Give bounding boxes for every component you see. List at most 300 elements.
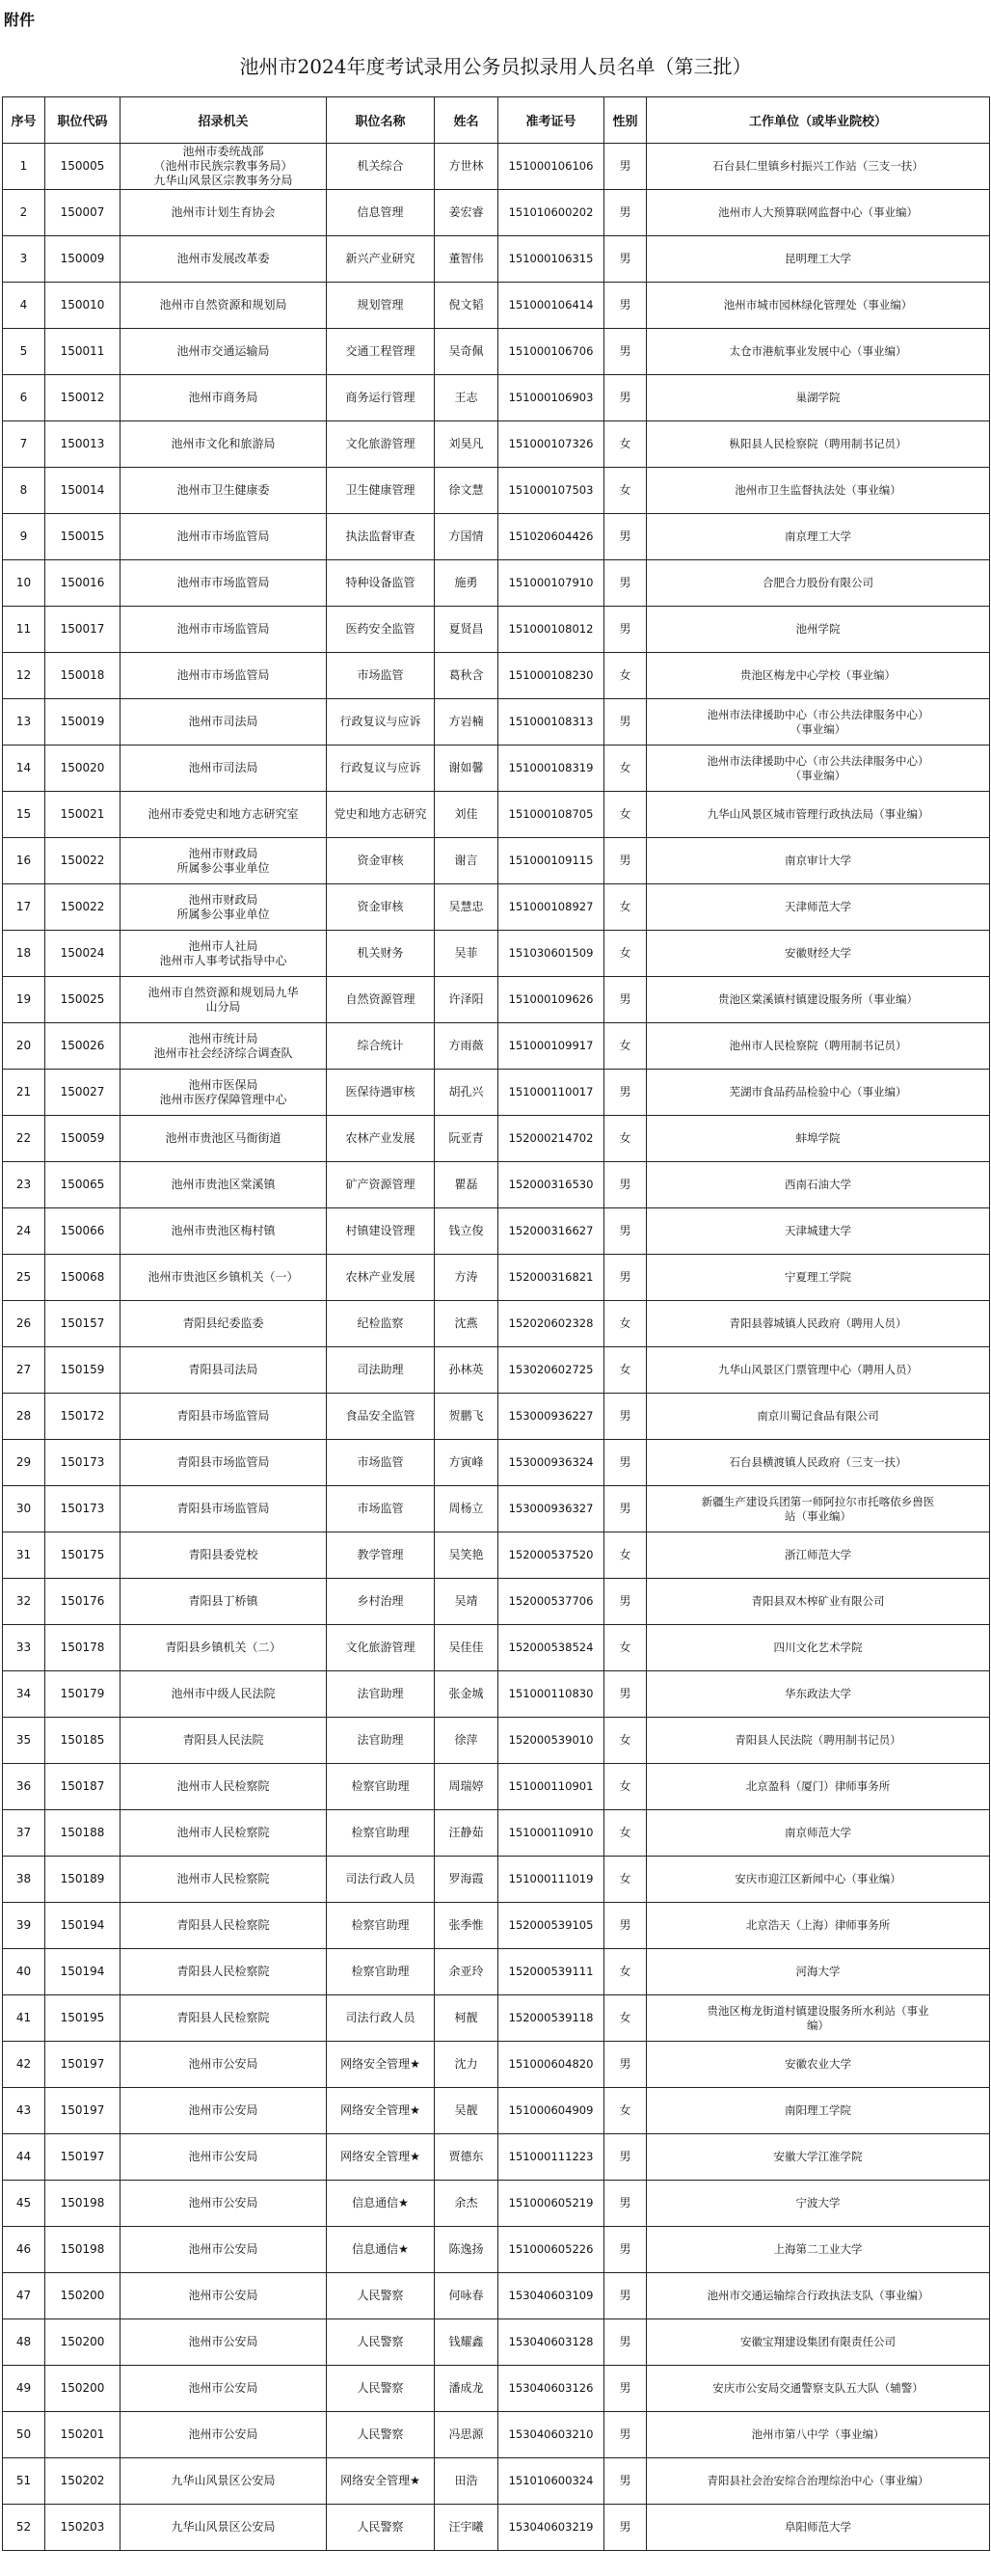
cell-position: 行政复议与应诉 bbox=[327, 746, 435, 792]
cell-code: 150027 bbox=[45, 1070, 121, 1116]
cell-gender: 男 bbox=[604, 1208, 647, 1255]
cell-no: 39 bbox=[3, 1903, 45, 1949]
cell-name: 瞿磊 bbox=[435, 1162, 498, 1208]
cell-unit: 安庆市公安局交通警察支队五大队（辅警） bbox=[647, 2366, 990, 2412]
cell-exam-id: 152000316530 bbox=[498, 1162, 604, 1208]
cell-org: 池州市司法局 bbox=[121, 746, 327, 792]
cell-no: 51 bbox=[3, 2458, 45, 2505]
cell-position: 法官助理 bbox=[327, 1671, 435, 1718]
cell-org: 池州市计划生育协会 bbox=[121, 190, 327, 236]
cell-position: 信息通信★ bbox=[327, 2181, 435, 2227]
cell-org: 池州市市场监管局 bbox=[121, 607, 327, 653]
cell-code: 150197 bbox=[45, 2042, 121, 2088]
table-row bbox=[3, 1718, 990, 1764]
cell-position: 乡村治理 bbox=[327, 1579, 435, 1625]
cell-no: 45 bbox=[3, 2181, 45, 2227]
cell-position: 资金审核 bbox=[327, 838, 435, 884]
cell-org: 池州市市场监管局 bbox=[121, 514, 327, 560]
cell-no: 17 bbox=[3, 884, 45, 931]
table-row bbox=[3, 2366, 990, 2412]
cell-unit: 石台县仁里镇乡村振兴工作站（三支一扶） bbox=[647, 144, 990, 190]
cell-exam-id: 152000539111 bbox=[498, 1949, 604, 1995]
cell-org: 池州市人民检察院 bbox=[121, 1857, 327, 1903]
table-row bbox=[3, 2458, 990, 2505]
cell-exam-id: 151000110910 bbox=[498, 1810, 604, 1857]
cell-position: 文化旅游管理 bbox=[327, 421, 435, 468]
cell-no: 50 bbox=[3, 2412, 45, 2458]
cell-org: 池州市贵池区梅村镇 bbox=[121, 1208, 327, 1255]
table-row bbox=[3, 884, 990, 931]
cell-gender: 男 bbox=[604, 2134, 647, 2181]
cell-code: 150188 bbox=[45, 1810, 121, 1857]
cell-exam-id: 152000214702 bbox=[498, 1116, 604, 1162]
table-row bbox=[3, 653, 990, 699]
cell-name: 方国情 bbox=[435, 514, 498, 560]
cell-unit: 池州市人民检察院（聘用制书记员） bbox=[647, 1023, 990, 1070]
cell-gender: 男 bbox=[604, 514, 647, 560]
cell-exam-id: 151000111019 bbox=[498, 1857, 604, 1903]
cell-exam-id: 153040603126 bbox=[498, 2366, 604, 2412]
cell-no: 33 bbox=[3, 1625, 45, 1671]
cell-unit: 西南石油大学 bbox=[647, 1162, 990, 1208]
cell-org: 池州市发展改革委 bbox=[121, 236, 327, 283]
cell-exam-id: 152000538524 bbox=[498, 1625, 604, 1671]
cell-gender: 男 bbox=[604, 977, 647, 1023]
cell-position: 市场监管 bbox=[327, 1440, 435, 1486]
table-row bbox=[3, 1532, 990, 1579]
cell-exam-id: 152000316627 bbox=[498, 1208, 604, 1255]
cell-org: 池州市自然资源和规划局九华 山分局 bbox=[121, 977, 327, 1023]
cell-exam-id: 151000605226 bbox=[498, 2227, 604, 2273]
cell-name: 谢如馨 bbox=[435, 746, 498, 792]
cell-no: 22 bbox=[3, 1116, 45, 1162]
cell-no: 29 bbox=[3, 1440, 45, 1486]
cell-name: 吴靖 bbox=[435, 1579, 498, 1625]
cell-unit: 池州市法律援助中心（市公共法律服务中心） （事业编） bbox=[647, 746, 990, 792]
cell-name: 陈逸扬 bbox=[435, 2227, 498, 2273]
table-row bbox=[3, 514, 990, 560]
cell-exam-id: 153040603219 bbox=[498, 2505, 604, 2551]
table-row bbox=[3, 2134, 990, 2181]
cell-org: 青阳县人民检察院 bbox=[121, 1903, 327, 1949]
cell-no: 41 bbox=[3, 1995, 45, 2042]
cell-gender: 男 bbox=[604, 2181, 647, 2227]
table-row bbox=[3, 1440, 990, 1486]
cell-position: 人民警察 bbox=[327, 2505, 435, 2551]
cell-no: 13 bbox=[3, 699, 45, 746]
cell-org: 池州市公安局 bbox=[121, 2319, 327, 2366]
cell-code: 150019 bbox=[45, 699, 121, 746]
cell-exam-id: 151000106106 bbox=[498, 144, 604, 190]
cell-position: 行政复议与应诉 bbox=[327, 699, 435, 746]
cell-no: 52 bbox=[3, 2505, 45, 2551]
cell-org: 池州市公安局 bbox=[121, 2412, 327, 2458]
cell-gender: 男 bbox=[604, 283, 647, 329]
table-row bbox=[3, 2319, 990, 2366]
cell-no: 34 bbox=[3, 1671, 45, 1718]
cell-code: 150194 bbox=[45, 1903, 121, 1949]
cell-name: 周瑞婷 bbox=[435, 1764, 498, 1810]
cell-name: 阮亚青 bbox=[435, 1116, 498, 1162]
cell-name: 方世林 bbox=[435, 144, 498, 190]
cell-gender: 男 bbox=[604, 1394, 647, 1440]
cell-position: 医保待遇审核 bbox=[327, 1070, 435, 1116]
cell-exam-id: 152000539105 bbox=[498, 1903, 604, 1949]
cell-exam-id: 151000110017 bbox=[498, 1070, 604, 1116]
cell-name: 方雨薇 bbox=[435, 1023, 498, 1070]
cell-unit: 九华山风景区门票管理中心（聘用人员） bbox=[647, 1347, 990, 1394]
cell-unit: 太仓市港航事业发展中心（事业编） bbox=[647, 329, 990, 375]
cell-unit: 四川文化艺术学院 bbox=[647, 1625, 990, 1671]
cell-name: 徐文慧 bbox=[435, 468, 498, 514]
cell-gender: 女 bbox=[604, 421, 647, 468]
cell-name: 钱耀鑫 bbox=[435, 2319, 498, 2366]
table-row bbox=[3, 1857, 990, 1903]
cell-exam-id: 151030601509 bbox=[498, 931, 604, 977]
cell-position: 农林产业发展 bbox=[327, 1116, 435, 1162]
table-row bbox=[3, 1995, 990, 2042]
header-no: 序号 bbox=[3, 97, 45, 144]
table-row bbox=[3, 977, 990, 1023]
cell-name: 潘成龙 bbox=[435, 2366, 498, 2412]
cell-exam-id: 153040603210 bbox=[498, 2412, 604, 2458]
cell-unit: 南京川蜀记食品有限公司 bbox=[647, 1394, 990, 1440]
cell-code: 150197 bbox=[45, 2134, 121, 2181]
cell-gender: 男 bbox=[604, 2412, 647, 2458]
cell-unit: 浙江师范大学 bbox=[647, 1532, 990, 1579]
cell-position: 网络安全管理★ bbox=[327, 2042, 435, 2088]
cell-no: 24 bbox=[3, 1208, 45, 1255]
cell-org: 池州市卫生健康委 bbox=[121, 468, 327, 514]
cell-gender: 男 bbox=[604, 838, 647, 884]
cell-exam-id: 152000539118 bbox=[498, 1995, 604, 2042]
cell-exam-id: 151000108319 bbox=[498, 746, 604, 792]
table-row bbox=[3, 1949, 990, 1995]
table-row bbox=[3, 2088, 990, 2134]
cell-code: 150187 bbox=[45, 1764, 121, 1810]
cell-gender: 女 bbox=[604, 1625, 647, 1671]
cell-name: 何咏春 bbox=[435, 2273, 498, 2319]
cell-position: 检察官助理 bbox=[327, 1949, 435, 1995]
cell-position: 农林产业发展 bbox=[327, 1255, 435, 1301]
header-name: 姓名 bbox=[435, 97, 498, 144]
cell-gender: 女 bbox=[604, 884, 647, 931]
cell-gender: 男 bbox=[604, 560, 647, 607]
cell-no: 48 bbox=[3, 2319, 45, 2366]
cell-gender: 男 bbox=[604, 2505, 647, 2551]
cell-exam-id: 151000605219 bbox=[498, 2181, 604, 2227]
cell-code: 150007 bbox=[45, 190, 121, 236]
cell-gender: 男 bbox=[604, 1070, 647, 1116]
cell-gender: 女 bbox=[604, 653, 647, 699]
table-body bbox=[3, 144, 990, 2551]
cell-exam-id: 151000108230 bbox=[498, 653, 604, 699]
table-row bbox=[3, 1671, 990, 1718]
cell-unit: 石台县横渡镇人民政府（三支一扶） bbox=[647, 1440, 990, 1486]
cell-position: 市场监管 bbox=[327, 1486, 435, 1532]
cell-code: 150012 bbox=[45, 375, 121, 421]
cell-no: 10 bbox=[3, 560, 45, 607]
cell-exam-id: 152020602328 bbox=[498, 1301, 604, 1347]
cell-exam-id: 151000107326 bbox=[498, 421, 604, 468]
cell-org: 池州市公安局 bbox=[121, 2088, 327, 2134]
cell-name: 倪文韬 bbox=[435, 283, 498, 329]
cell-name: 姜宏睿 bbox=[435, 190, 498, 236]
cell-position: 医药安全监管 bbox=[327, 607, 435, 653]
cell-gender: 女 bbox=[604, 1347, 647, 1394]
cell-no: 15 bbox=[3, 792, 45, 838]
cell-no: 26 bbox=[3, 1301, 45, 1347]
cell-org: 池州市人社局 池州市人事考试指导中心 bbox=[121, 931, 327, 977]
cell-position: 检察官助理 bbox=[327, 1764, 435, 1810]
cell-org: 九华山风景区公安局 bbox=[121, 2505, 327, 2551]
cell-code: 150068 bbox=[45, 1255, 121, 1301]
cell-no: 38 bbox=[3, 1857, 45, 1903]
cell-position: 自然资源管理 bbox=[327, 977, 435, 1023]
cell-gender: 女 bbox=[604, 1301, 647, 1347]
table-row bbox=[3, 1486, 990, 1532]
cell-org: 青阳县市场监管局 bbox=[121, 1394, 327, 1440]
table-row bbox=[3, 1903, 990, 1949]
cell-no: 40 bbox=[3, 1949, 45, 1995]
cell-unit: 池州市人大预算联网监督中心（事业编） bbox=[647, 190, 990, 236]
cell-position: 矿产资源管理 bbox=[327, 1162, 435, 1208]
table-row bbox=[3, 1162, 990, 1208]
cell-no: 6 bbox=[3, 375, 45, 421]
cell-code: 150200 bbox=[45, 2273, 121, 2319]
cell-exam-id: 151000106903 bbox=[498, 375, 604, 421]
cell-exam-id: 151000109626 bbox=[498, 977, 604, 1023]
cell-org: 青阳县人民检察院 bbox=[121, 1995, 327, 2042]
cell-code: 150014 bbox=[45, 468, 121, 514]
cell-name: 许泽阳 bbox=[435, 977, 498, 1023]
cell-code: 150017 bbox=[45, 607, 121, 653]
cell-unit: 南阳理工学院 bbox=[647, 2088, 990, 2134]
cell-exam-id: 151000107910 bbox=[498, 560, 604, 607]
cell-no: 27 bbox=[3, 1347, 45, 1394]
cell-exam-id: 151000108012 bbox=[498, 607, 604, 653]
cell-position: 机关综合 bbox=[327, 144, 435, 190]
cell-gender: 女 bbox=[604, 1532, 647, 1579]
cell-name: 吴佳佳 bbox=[435, 1625, 498, 1671]
cell-exam-id: 152000539010 bbox=[498, 1718, 604, 1764]
cell-no: 14 bbox=[3, 746, 45, 792]
cell-unit: 南京理工大学 bbox=[647, 514, 990, 560]
cell-no: 43 bbox=[3, 2088, 45, 2134]
table-row bbox=[3, 144, 990, 190]
cell-unit: 合肥合力股份有限公司 bbox=[647, 560, 990, 607]
cell-exam-id: 152000537706 bbox=[498, 1579, 604, 1625]
cell-gender: 女 bbox=[604, 468, 647, 514]
cell-gender: 男 bbox=[604, 2319, 647, 2366]
cell-exam-id: 151000109115 bbox=[498, 838, 604, 884]
cell-org: 青阳县人民法院 bbox=[121, 1718, 327, 1764]
table-row bbox=[3, 699, 990, 746]
cell-name: 吴笑艳 bbox=[435, 1532, 498, 1579]
cell-name: 沈力 bbox=[435, 2042, 498, 2088]
cell-code: 150009 bbox=[45, 236, 121, 283]
cell-no: 21 bbox=[3, 1070, 45, 1116]
cell-unit: 昆明理工大学 bbox=[647, 236, 990, 283]
cell-gender: 男 bbox=[604, 144, 647, 190]
cell-org: 池州市公安局 bbox=[121, 2227, 327, 2273]
cell-no: 3 bbox=[3, 236, 45, 283]
table-row bbox=[3, 329, 990, 375]
cell-no: 36 bbox=[3, 1764, 45, 1810]
cell-position: 信息通信★ bbox=[327, 2227, 435, 2273]
cell-name: 贾德东 bbox=[435, 2134, 498, 2181]
cell-org: 青阳县市场监管局 bbox=[121, 1440, 327, 1486]
table-row bbox=[3, 283, 990, 329]
cell-code: 150025 bbox=[45, 977, 121, 1023]
header-exam-id: 准考证号 bbox=[498, 97, 604, 144]
cell-exam-id: 151000110830 bbox=[498, 1671, 604, 1718]
cell-unit: 安徽农业大学 bbox=[647, 2042, 990, 2088]
cell-unit: 上海第二工业大学 bbox=[647, 2227, 990, 2273]
cell-exam-id: 151000604909 bbox=[498, 2088, 604, 2134]
cell-unit: 新疆生产建设兵团第一师阿拉尔市托喀依乡兽医 站（事业编） bbox=[647, 1486, 990, 1532]
cell-unit: 池州学院 bbox=[647, 607, 990, 653]
cell-unit: 宁夏理工学院 bbox=[647, 1255, 990, 1301]
cell-no: 4 bbox=[3, 283, 45, 329]
cell-unit: 青阳县双木榨矿业有限公司 bbox=[647, 1579, 990, 1625]
cell-code: 150200 bbox=[45, 2319, 121, 2366]
cell-org: 池州市商务局 bbox=[121, 375, 327, 421]
cell-no: 23 bbox=[3, 1162, 45, 1208]
cell-exam-id: 151000107503 bbox=[498, 468, 604, 514]
cell-position: 规划管理 bbox=[327, 283, 435, 329]
cell-gender: 男 bbox=[604, 329, 647, 375]
cell-no: 8 bbox=[3, 468, 45, 514]
table-row bbox=[3, 1579, 990, 1625]
cell-exam-id: 151000108705 bbox=[498, 792, 604, 838]
cell-unit: 安徽大学江淮学院 bbox=[647, 2134, 990, 2181]
table-row bbox=[3, 1208, 990, 1255]
cell-code: 150013 bbox=[45, 421, 121, 468]
cell-code: 150194 bbox=[45, 1949, 121, 1995]
cell-exam-id: 151000109917 bbox=[498, 1023, 604, 1070]
cell-no: 5 bbox=[3, 329, 45, 375]
cell-org: 池州市公安局 bbox=[121, 2273, 327, 2319]
cell-code: 150189 bbox=[45, 1857, 121, 1903]
cell-org: 池州市公安局 bbox=[121, 2134, 327, 2181]
table-row bbox=[3, 1070, 990, 1116]
cell-gender: 女 bbox=[604, 2088, 647, 2134]
cell-no: 46 bbox=[3, 2227, 45, 2273]
cell-org: 池州市公安局 bbox=[121, 2366, 327, 2412]
cell-unit: 青阳县社会治安综合治理综治中心（事业编） bbox=[647, 2458, 990, 2505]
cell-unit: 九华山风景区城市管理行政执法局（事业编） bbox=[647, 792, 990, 838]
cell-no: 42 bbox=[3, 2042, 45, 2088]
cell-code: 150159 bbox=[45, 1347, 121, 1394]
cell-gender: 男 bbox=[604, 1255, 647, 1301]
cell-position: 商务运行管理 bbox=[327, 375, 435, 421]
cell-no: 37 bbox=[3, 1810, 45, 1857]
cell-gender: 男 bbox=[604, 2366, 647, 2412]
cell-exam-id: 151000604820 bbox=[498, 2042, 604, 2088]
cell-code: 150022 bbox=[45, 884, 121, 931]
cell-org: 池州市公安局 bbox=[121, 2181, 327, 2227]
cell-exam-id: 151020604426 bbox=[498, 514, 604, 560]
cell-org: 池州市文化和旅游局 bbox=[121, 421, 327, 468]
table-row bbox=[3, 468, 990, 514]
cell-no: 1 bbox=[3, 144, 45, 190]
cell-exam-id: 151000108313 bbox=[498, 699, 604, 746]
cell-org: 池州市贵池区马衙街道 bbox=[121, 1116, 327, 1162]
cell-unit: 蚌埠学院 bbox=[647, 1116, 990, 1162]
table-row bbox=[3, 190, 990, 236]
cell-position: 人民警察 bbox=[327, 2412, 435, 2458]
cell-code: 150172 bbox=[45, 1394, 121, 1440]
cell-name: 胡孔兴 bbox=[435, 1070, 498, 1116]
cell-position: 资金审核 bbox=[327, 884, 435, 931]
table-row bbox=[3, 2042, 990, 2088]
cell-exam-id: 153000936327 bbox=[498, 1486, 604, 1532]
cell-exam-id: 153000936324 bbox=[498, 1440, 604, 1486]
cell-no: 11 bbox=[3, 607, 45, 653]
cell-name: 刘昊凡 bbox=[435, 421, 498, 468]
cell-position: 司法行政人员 bbox=[327, 1857, 435, 1903]
cell-org: 池州市公安局 bbox=[121, 2042, 327, 2088]
table-row bbox=[3, 421, 990, 468]
table-row bbox=[3, 2412, 990, 2458]
cell-name: 方涛 bbox=[435, 1255, 498, 1301]
cell-no: 19 bbox=[3, 977, 45, 1023]
candidate-table bbox=[2, 96, 990, 2551]
table-row bbox=[3, 746, 990, 792]
cell-name: 余亚玲 bbox=[435, 1949, 498, 1995]
cell-exam-id: 151010600324 bbox=[498, 2458, 604, 2505]
cell-position: 司法行政人员 bbox=[327, 1995, 435, 2042]
cell-no: 7 bbox=[3, 421, 45, 468]
cell-gender: 女 bbox=[604, 1116, 647, 1162]
cell-name: 董智伟 bbox=[435, 236, 498, 283]
cell-exam-id: 151000106706 bbox=[498, 329, 604, 375]
cell-no: 20 bbox=[3, 1023, 45, 1070]
cell-code: 150018 bbox=[45, 653, 121, 699]
cell-code: 150195 bbox=[45, 1995, 121, 2042]
cell-no: 2 bbox=[3, 190, 45, 236]
cell-code: 150015 bbox=[45, 514, 121, 560]
cell-unit: 南京师范大学 bbox=[647, 1810, 990, 1857]
cell-name: 贺鹏飞 bbox=[435, 1394, 498, 1440]
cell-name: 冯思源 bbox=[435, 2412, 498, 2458]
cell-unit: 池州市交通运输综合行政执法支队（事业编） bbox=[647, 2273, 990, 2319]
cell-code: 150179 bbox=[45, 1671, 121, 1718]
cell-unit: 天津师范大学 bbox=[647, 884, 990, 931]
cell-position: 机关财务 bbox=[327, 931, 435, 977]
cell-exam-id: 153000936227 bbox=[498, 1394, 604, 1440]
cell-position: 村镇建设管理 bbox=[327, 1208, 435, 1255]
header-code: 职位代码 bbox=[45, 97, 121, 144]
cell-gender: 男 bbox=[604, 2227, 647, 2273]
cell-org: 青阳县市场监管局 bbox=[121, 1486, 327, 1532]
table-row bbox=[3, 1394, 990, 1440]
table-row bbox=[3, 236, 990, 283]
cell-name: 谢言 bbox=[435, 838, 498, 884]
cell-no: 12 bbox=[3, 653, 45, 699]
table-row bbox=[3, 2181, 990, 2227]
cell-position: 特种设备监管 bbox=[327, 560, 435, 607]
cell-org: 池州市市场监管局 bbox=[121, 653, 327, 699]
cell-gender: 男 bbox=[604, 190, 647, 236]
cell-gender: 男 bbox=[604, 607, 647, 653]
cell-name: 夏贤昌 bbox=[435, 607, 498, 653]
cell-code: 150200 bbox=[45, 2366, 121, 2412]
cell-name: 吴奇佩 bbox=[435, 329, 498, 375]
cell-name: 方岩楠 bbox=[435, 699, 498, 746]
cell-code: 150198 bbox=[45, 2227, 121, 2273]
